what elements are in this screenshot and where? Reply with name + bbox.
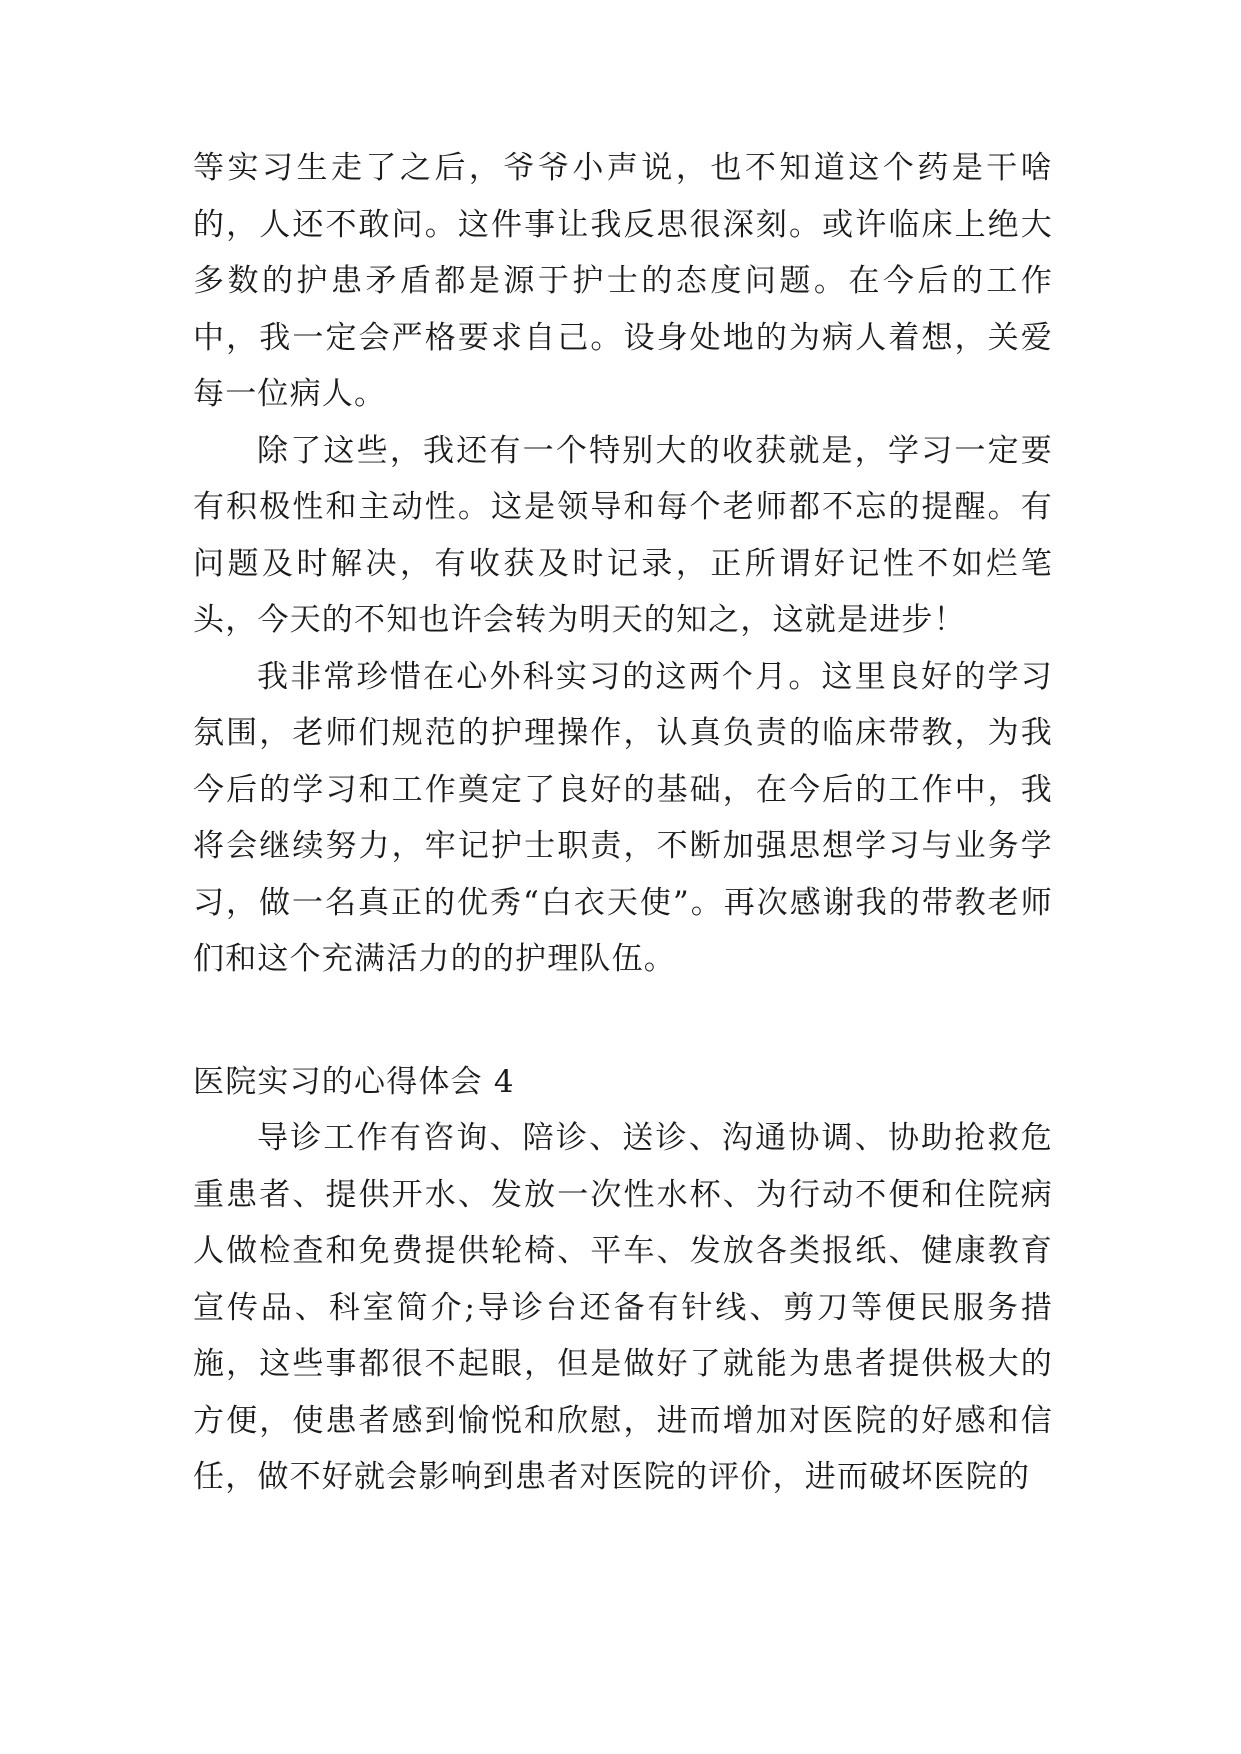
paragraph-gratitude: 我非常珍惜在心外科实习的这两个月。这里良好的学习氛围，老师们规范的护理操作，认真负责的临床带教，为我今后的学习和工作奠定了良好的基础，在今后的工作中，我将会继续努力，牢记护士职责，不断加强思想学习与业务学习，做一名真正的优秀“白衣天使”。再次感谢我的带教老师们和这个充满活力的的护理队伍。: [193, 658, 1053, 977]
paragraph-continued: 等实习生走了之后，爷爷小声说，也不知道这个药是干啥的，人还不敢问。这件事让我反思很深刻。或许临床上绝大多数的护患矛盾都是源于护士的态度问题。在今后的工作中，我一定会严格要求自己。设身处地的为病人着想，关爱每一位病人。: [193, 150, 1053, 412]
paragraph-guidance-work: 导诊工作有咨询、陪诊、送诊、沟通协调、协助抢救危重患者、提供开水、发放一次性水杯、为行动不便和住院病人做检查和免费提供轮椅、平车、发放各类报纸、健康教育宣传品、科室简介;导诊台还备有针线、剪刀等便民服务措施，这些事都很不起眼，但是做好了就能为患者提供极大的方便，使患者感到愉悦和欣慰，进而增加对医院的好感和信任，做不好就会影响到患者对医院的评价，进而破坏医院的: [193, 1120, 1053, 1495]
document-body: [193, 140, 1053, 1506]
paragraph-learning-attitude: 除了这些，我还有一个特别大的收获就是，学习一定要有积极性和主动性。这是领导和每个老师都不忘的提醒。有问题及时解决，有收获及时记录，正所谓好记性不如烂笔头，今天的不知也许会转为明天的知之，这就是进步！: [193, 432, 1053, 638]
section-title: 医院实习的心得体会 4: [193, 1063, 515, 1100]
